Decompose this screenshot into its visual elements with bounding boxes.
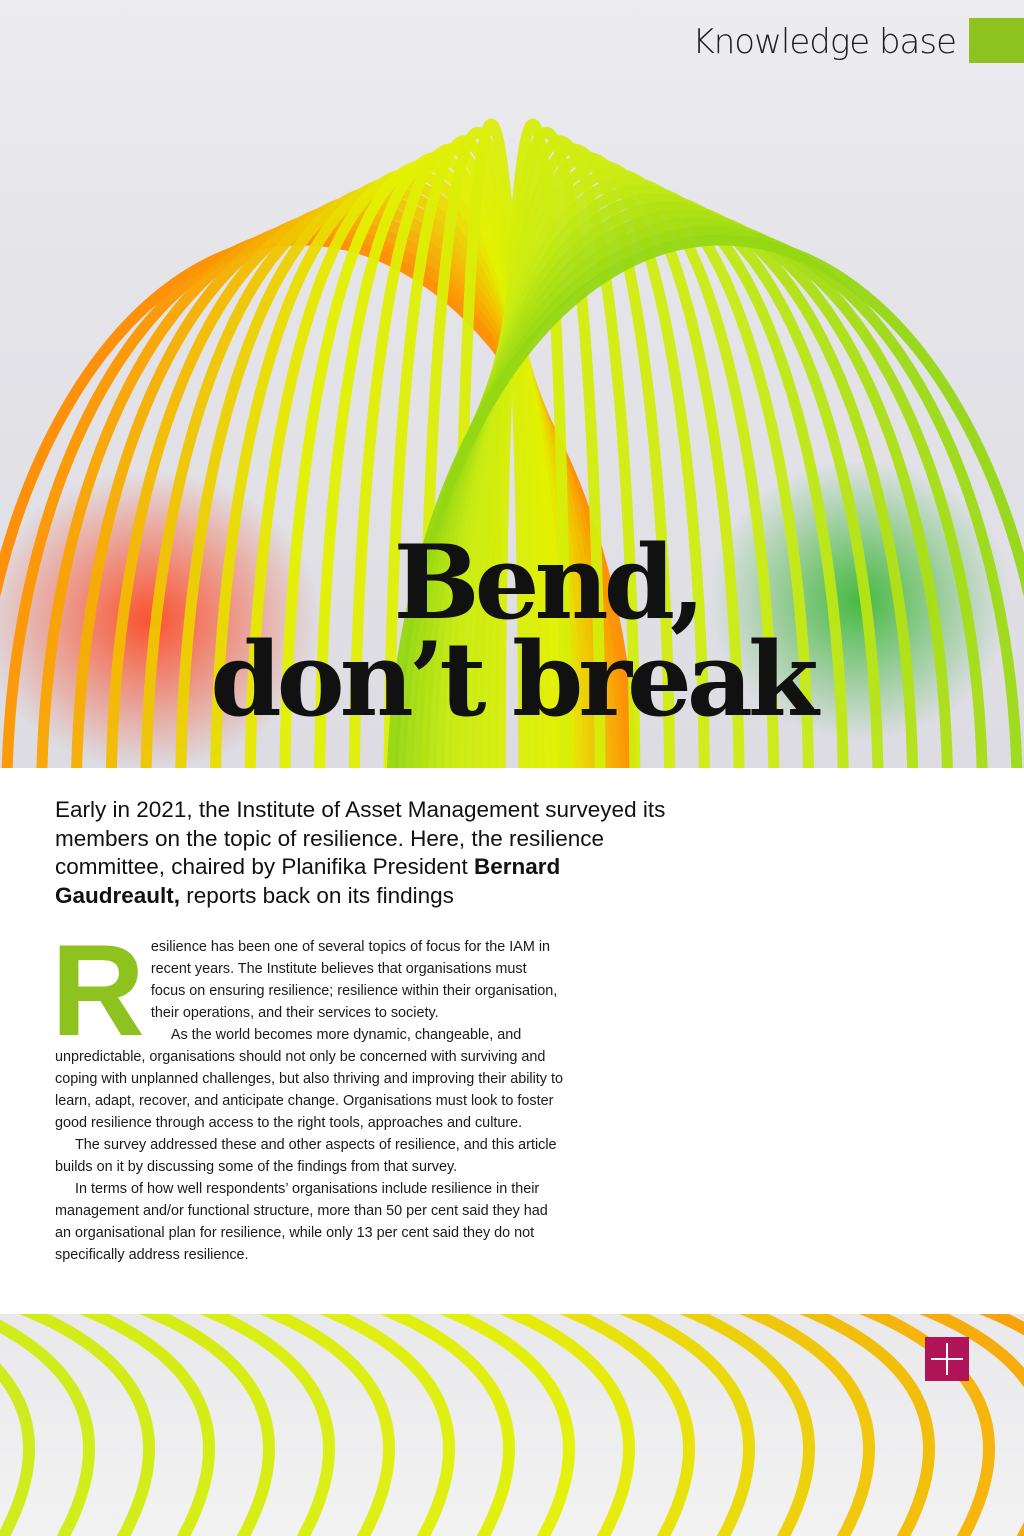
standfirst (55, 796, 675, 910)
coil-arc (640, 1314, 809, 1536)
paragraph-1-text: esilience has been one of several topics of focus for the IAM in recent years. The Institute believes that organisations must focus on ensuring resilience; resilience within their organisation, their operations, and their services to society. (150, 939, 558, 1021)
coil-arc (760, 1314, 929, 1536)
article-body (51, 917, 563, 1266)
coil-arc (460, 1314, 629, 1536)
coil-arc (700, 1314, 869, 1536)
expand-button[interactable] (925, 1337, 969, 1381)
paragraph-2: As the world becomes more dynamic, changeable, and unpredictable, organisations should not only be concerned with surviving and coping with unplanned challenges, but also thriving and improving their ability to learn, adapt, recover, and anticipate change. Organisations must look to foster good resilience through access to the right tools, approaches and culture. (55, 1027, 563, 1131)
paragraph-3: The survey addressed these and other aspects of resilience, and this article builds on it by discussing some of the findings from that survey. (55, 1137, 557, 1175)
coil-arc (340, 1314, 509, 1536)
footer-image (0, 1314, 1024, 1536)
paragraph-1 (51, 917, 563, 1063)
drop-cap: R (51, 917, 141, 1063)
author-name: Bernard Gaudreault, (55, 854, 561, 908)
coil-arc (40, 1314, 209, 1536)
coil-arc (520, 1314, 689, 1536)
coil-arc (100, 1314, 269, 1536)
section-accent-tab (969, 18, 1024, 63)
coil-arc (160, 1314, 329, 1536)
coil-arc (220, 1314, 389, 1536)
coil-arc (580, 1314, 749, 1536)
headline-line-1: Bend, (393, 523, 701, 643)
coil-arc (1000, 1314, 1024, 1536)
section-label: Knowledge base (692, 22, 956, 62)
spring-coil-graphic-bottom (0, 1314, 1024, 1536)
paragraph-4: In terms of how well respondents’ organisations include resilience in their management and/or functional structure, more than 50 per cent said they had an organisational plan for resilience, while only 13 per cent said they do not specifically address resilience. (55, 1181, 548, 1263)
standfirst-tail: reports back on its findings (186, 882, 454, 908)
coil-arc (280, 1314, 449, 1536)
coil-arc (400, 1314, 569, 1536)
headline-line-2: don’t break (210, 620, 814, 740)
standfirst-lead: Early in 2021, the Institute of Asset Management surveyed its members on the topic of resilience. Here, the resilience committee, chaired by Planifika President (55, 797, 666, 879)
